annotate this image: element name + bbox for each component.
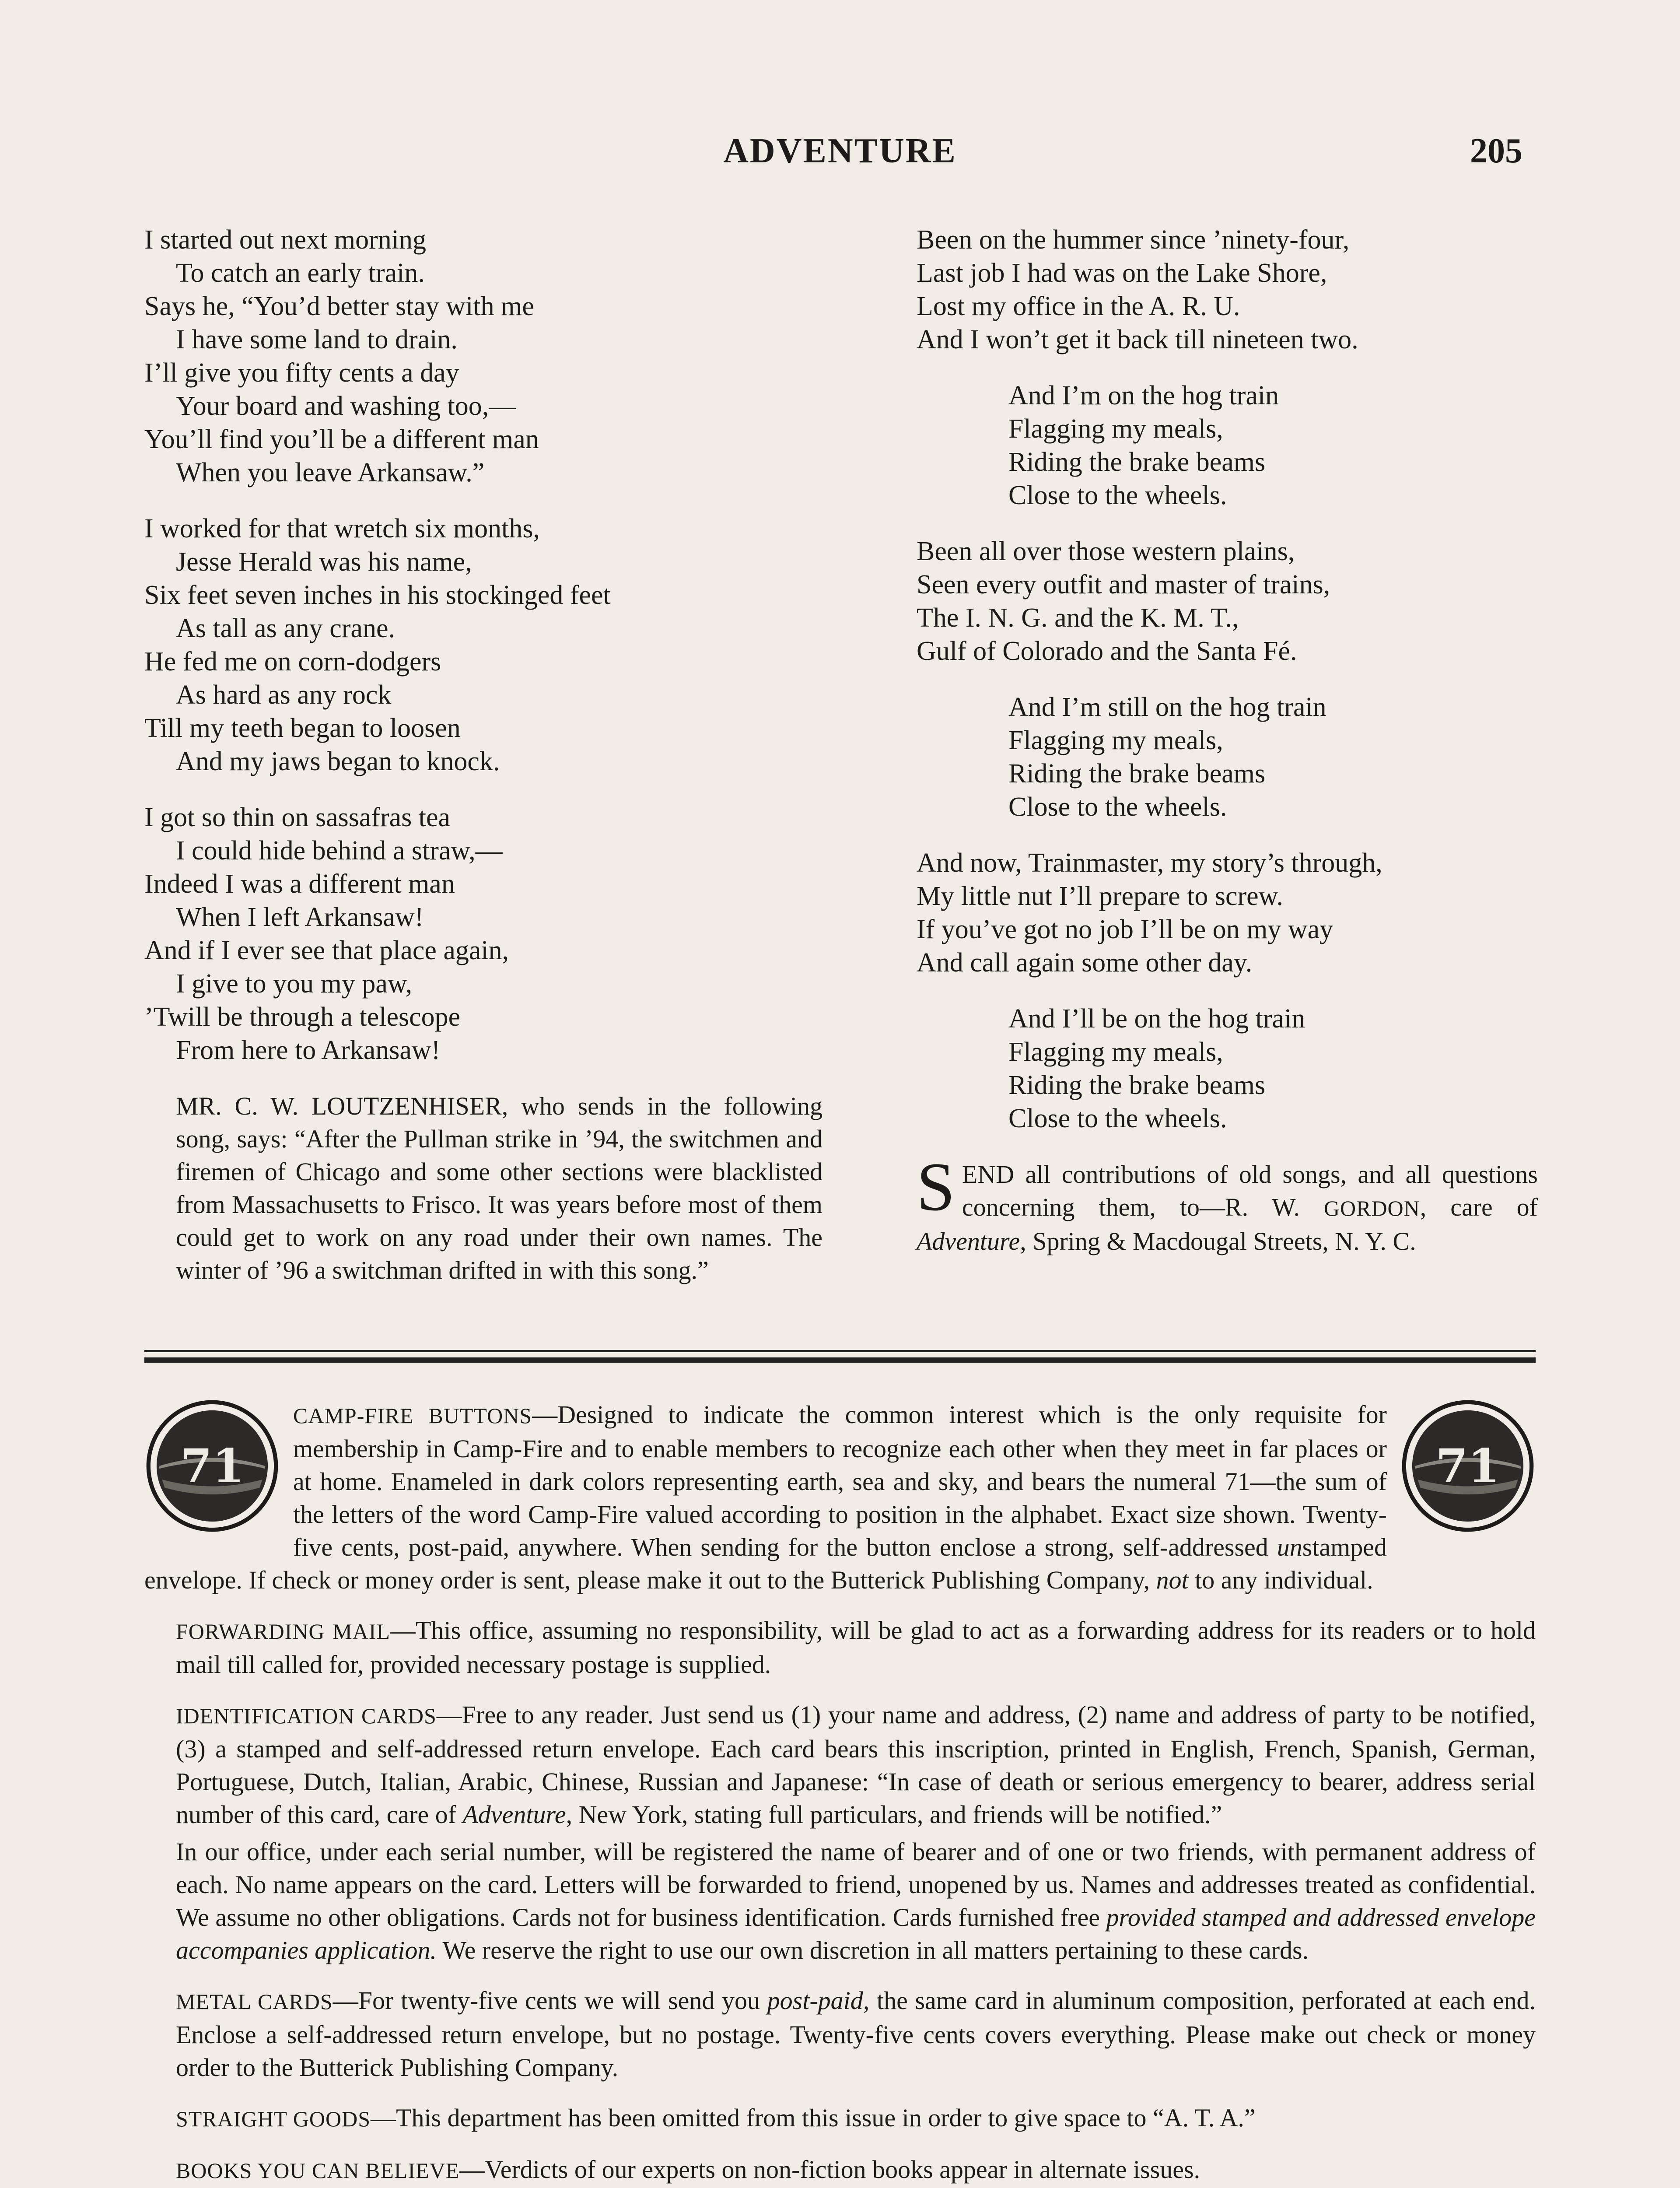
notice-italic: not: [1156, 1566, 1189, 1594]
verse-line: Flagging my meals,: [1008, 1037, 1223, 1067]
notice-italic: post-paid,: [767, 1986, 870, 2015]
verse-line: Been all over those western plains,: [917, 536, 1295, 566]
verse-line: Jesse Herald was his name,: [176, 547, 472, 577]
verse-line: Been on the hummer since ’ninety-four,: [917, 225, 1350, 255]
left-column: [144, 223, 822, 1287]
verse-stanza: [144, 801, 822, 1067]
identification-cards-notice: [144, 1698, 1536, 1831]
send-text-1: END all contributions of old songs, and all questions concerning them, to—R. W.: [962, 1160, 1538, 1221]
verse-line: My little nut I’ll prepare to screw.: [917, 881, 1283, 911]
notice-text: the same card in aluminum composition, perforated at each end. Enclose a self-addressed return envelope, but no postage. Twenty-five cents covers everything. Please make out check or money order to the Butterick Publishing Company.: [176, 1986, 1536, 2082]
verse-line: Riding the brake beams: [1008, 1070, 1266, 1100]
verse-line: And I’m still on the hog train: [1008, 692, 1326, 722]
notice-text: , New York, stating full particulars, and friends will be notified.”: [566, 1800, 1222, 1829]
campfire-buttons-notice: [144, 1398, 1536, 1596]
send-text-2: , care of: [1420, 1193, 1538, 1221]
verse-line: To catch an early train.: [176, 258, 425, 288]
verse-line: And if I ever see that place again,: [144, 936, 509, 965]
divider-thin: [144, 1350, 1536, 1352]
send-contributions-notice: [917, 1149, 1538, 1258]
button-numeral: 71: [180, 1439, 245, 1494]
verse-line: I got so thin on sassafras tea: [144, 803, 451, 832]
send-magazine-name: Adventure: [917, 1227, 1020, 1255]
refrain-stanza: [917, 691, 1538, 824]
verse-line: I started out next morning: [144, 225, 426, 255]
verse-stanza: [917, 846, 1538, 979]
verse-line: Close to the wheels.: [1008, 480, 1227, 510]
song-verses-left: [144, 223, 822, 1067]
page-title: ADVENTURE: [723, 132, 957, 170]
verse-line: Close to the wheels.: [1008, 1104, 1227, 1133]
verse-line: Seen every outfit and master of trains,: [917, 570, 1330, 600]
notice-italic: un: [1277, 1533, 1302, 1561]
notice-text: —For twenty-five cents we will send you: [332, 1986, 767, 2015]
right-column: [917, 223, 1538, 1258]
verse-line: Close to the wheels.: [1008, 792, 1227, 822]
divider-thick: [144, 1357, 1536, 1363]
page-number: 205: [1470, 132, 1522, 170]
notice-heading: STRAIGHT GOODS: [176, 2107, 371, 2131]
campfire-button-icon: [1400, 1398, 1536, 1534]
verse-stanza: [917, 535, 1538, 668]
verse-line: And I’ll be on the hog train: [1008, 1004, 1306, 1034]
verse-line: You’ll find you’ll be a different man: [144, 424, 539, 454]
notice-text: We reserve the right to use our own discretion in all matters pertaining to these cards.: [437, 1936, 1309, 1964]
verse-line: ’Twill be through a telescope: [144, 1002, 461, 1032]
verse-line: And I’m on the hog train: [1008, 381, 1279, 410]
notice-text: —Designed to indicate the common interest which is the only requisite for membership in Camp-Fire and to enable members to recognize each other when they meet in far places or at home. Enameled in dark colors representing earth, sea and sky, and bears the numeral 71—the sum of the letters of the word Camp-Fire valued according to position in the alphabet. Exact size shown. Twenty-five cents, post-paid, anywhere. When sending for the button enclose a strong, self-addressed: [293, 1400, 1387, 1561]
notice-heading: IDENTIFICATION CARDS: [176, 1704, 437, 1728]
verse-line: Says he, “You’d better stay with me: [144, 291, 534, 321]
verse-line: I’ll give you fifty cents a day: [144, 358, 459, 388]
verse-line: When you leave Arkansaw.”: [176, 458, 485, 487]
verse-stanza: [144, 512, 822, 778]
notice-heading: BOOKS YOU CAN BELIEVE: [176, 2158, 460, 2183]
verse-stanza: [917, 223, 1538, 356]
notice-italic: provided stamped and addressed envelope accompanies application.: [176, 1903, 1536, 1964]
verse-line: The I. N. G. and the K. M. T.,: [917, 603, 1239, 633]
straight-goods-notice: [144, 2101, 1536, 2135]
button-numeral: 71: [1435, 1439, 1500, 1494]
verse-line: I worked for that wretch six months,: [144, 514, 540, 543]
verse-line: I could hide behind a straw,—: [176, 836, 503, 866]
notice-text: —Verdicts of our experts on non-fiction books appear in alternate issues.: [459, 2155, 1200, 2184]
verse-line: Indeed I was a different man: [144, 869, 455, 899]
notice-text: —This department has been omitted from this issue in order to give space to “A. T. A.”: [371, 2104, 1256, 2132]
verse-line: And my jaws began to knock.: [176, 747, 500, 776]
verse-line: He fed me on corn-dodgers: [144, 647, 441, 677]
notice-text: In our office, under each serial number, will be registered the name of bearer and of one or two friends, with permanent address of each. No name appears on the card. Letters will be forwarded to friend, unopened by us. Names and addresses treated as confidential. We assume no other obligations. Cards not for business identification. Cards furnished free: [176, 1837, 1536, 1932]
verse-line: As hard as any rock: [176, 680, 392, 710]
books-notice: [144, 2153, 1536, 2187]
verse-line: Riding the brake beams: [1008, 447, 1266, 477]
verse-line: I give to you my paw,: [176, 969, 413, 999]
verse-line: Gulf of Colorado and the Santa Fé.: [917, 636, 1297, 666]
verse-line: And call again some other day.: [917, 948, 1253, 978]
notice-heading: CAMP-FIRE BUTTONS: [293, 1403, 532, 1428]
verse-line: And now, Trainmaster, my story’s through,: [917, 848, 1382, 878]
hog-train-song: [917, 223, 1538, 1135]
verse-line: Your board and washing too,—: [176, 391, 516, 421]
verse-line: Till my teeth began to loosen: [144, 713, 461, 743]
verse-line: If you’ve got no job I’ll be on my way: [917, 915, 1334, 944]
campfire-button-icon: [144, 1398, 280, 1534]
verse-line: Flagging my meals,: [1008, 726, 1223, 755]
refrain-stanza: [917, 379, 1538, 512]
drop-cap: S: [917, 1149, 955, 1225]
verse-line: And I won’t get it back till nineteen two.: [917, 325, 1358, 354]
metal-cards-notice: [144, 1984, 1536, 2084]
verse-line: Flagging my meals,: [1008, 414, 1223, 444]
notice-heading: FORWARDING MAIL: [176, 1619, 391, 1644]
notices-section: [144, 1398, 1536, 2188]
notice-italic: Adventure: [462, 1800, 566, 1829]
verse-line: Riding the brake beams: [1008, 759, 1266, 789]
send-address: , Spring & Macdougal Streets, N. Y. C.: [1020, 1227, 1416, 1255]
notice-text: —This office, assuming no responsibility, will be glad to act as a forwarding address for its readers or to hold mail till called for, provided necessary postage is supplied.: [176, 1616, 1536, 1679]
verse-line: Lost my office in the A. R. U.: [917, 291, 1240, 321]
intro-paragraph: MR. C. W. LOUTZENHISER, who sends in the following song, says: “After the Pullman strike in ’94, the switchmen and firemen of Chicago and some other sections were blacklisted from Massachusetts to Frisco. It was years before most of them could get to work on any road under their own names. The winter of ’96 a switchman drifted in with this song.”: [176, 1092, 822, 1284]
verse-line: Last job I had was on the Lake Shore,: [917, 258, 1327, 288]
loutzenhiser-intro: [144, 1090, 822, 1287]
verse-line: I have some land to drain.: [176, 325, 458, 354]
verse-line: Six feet seven inches in his stockinged feet: [144, 580, 611, 610]
verse-line: As tall as any crane.: [176, 614, 395, 643]
verse-line: From here to Arkansaw!: [176, 1035, 441, 1065]
verse-line: When I left Arkansaw!: [176, 902, 424, 932]
notice-heading: METAL CARDS: [176, 1989, 333, 2014]
identification-cards-details: [144, 1835, 1536, 1967]
editor-name: GORDON: [1323, 1196, 1420, 1220]
notice-text: —Free to any reader. Just send us (1) your name and address, (2) name and address of party to be notified, (3) a stamped and self-addressed return envelope. Each card bears this inscription, printed in English, French, Spanish, German, Portuguese, Dutch, Italian, Arabic, Chinese, Russian and Japanese: “In case of death or serious emergency to bearer, address serial number of this card, care of: [176, 1701, 1536, 1829]
verse-stanza: [144, 223, 822, 489]
forwarding-mail-notice: [144, 1614, 1536, 1681]
notice-text: stamped envelope. If check or money order is sent, please make it out to the Butterick Publishing Company,: [144, 1533, 1387, 1594]
notice-text: to any individual.: [1188, 1566, 1373, 1594]
refrain-stanza: [917, 1002, 1538, 1135]
